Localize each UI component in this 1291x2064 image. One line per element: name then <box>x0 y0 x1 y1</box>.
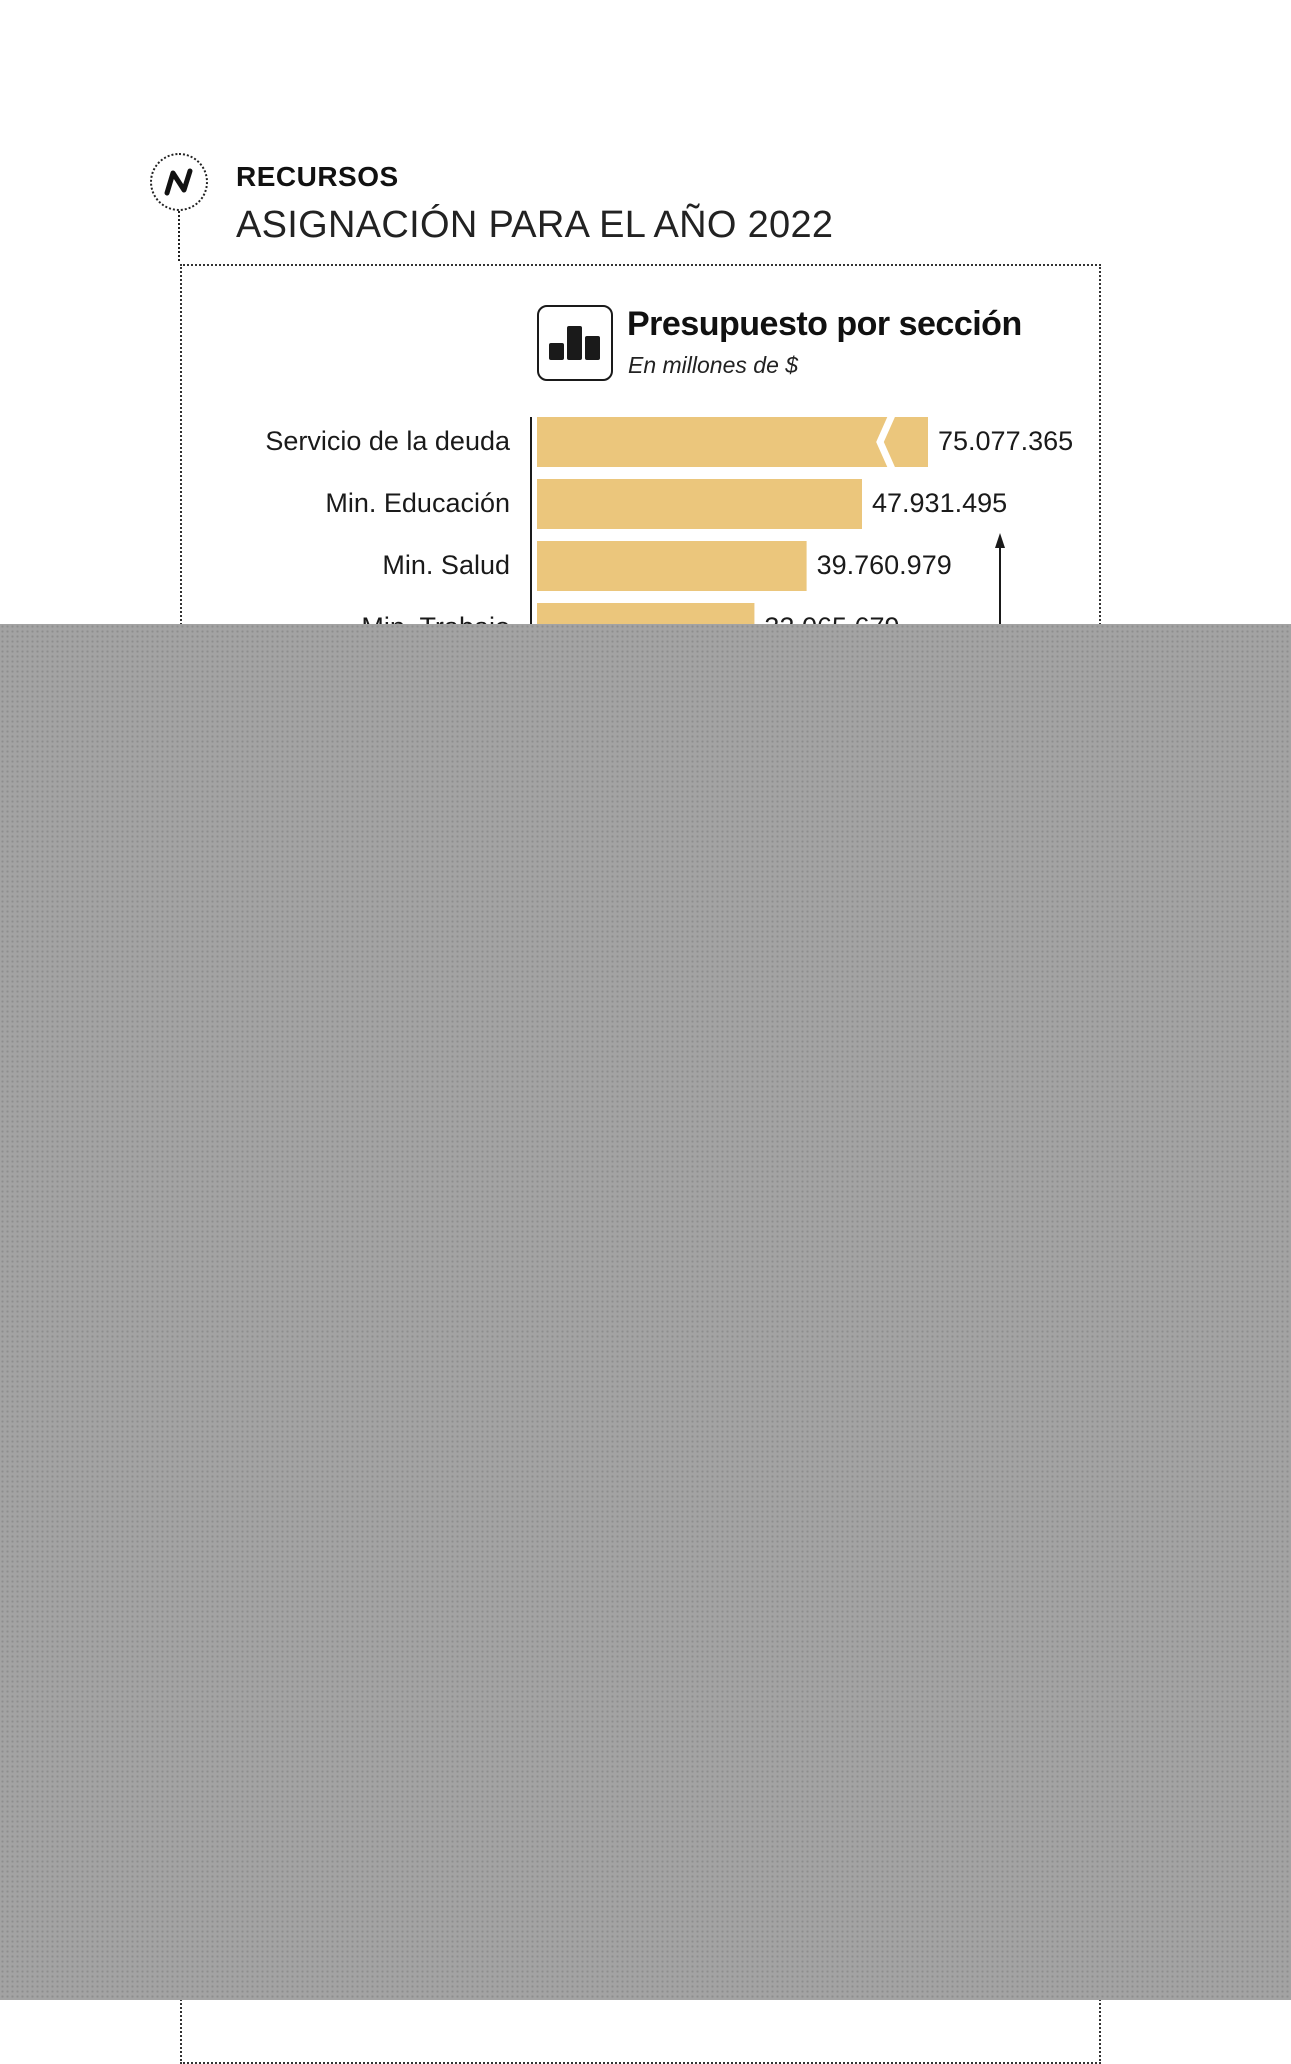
bar <box>537 541 807 591</box>
section-kicker: RECURSOS <box>236 161 399 192</box>
value-label: 75.077.365 <box>938 426 1074 456</box>
bar <box>537 479 862 529</box>
chart-subtitle: En millones de $ <box>628 352 799 378</box>
value-label: 47.931.495 <box>872 488 1008 518</box>
category-label: Servicio de la deuda <box>265 426 510 456</box>
page-headline: ASIGNACIÓN PARA EL AÑO 2022 <box>236 204 834 246</box>
bar <box>537 417 928 467</box>
value-label: 39.760.979 <box>816 550 952 580</box>
redacted-overlay <box>0 624 1291 2000</box>
chart-title: Presupuesto por sección <box>627 305 1022 343</box>
annotation-arrow-head <box>995 533 1005 548</box>
category-label: Min. Salud <box>382 550 510 580</box>
category-label: Min. Educación <box>325 488 510 518</box>
